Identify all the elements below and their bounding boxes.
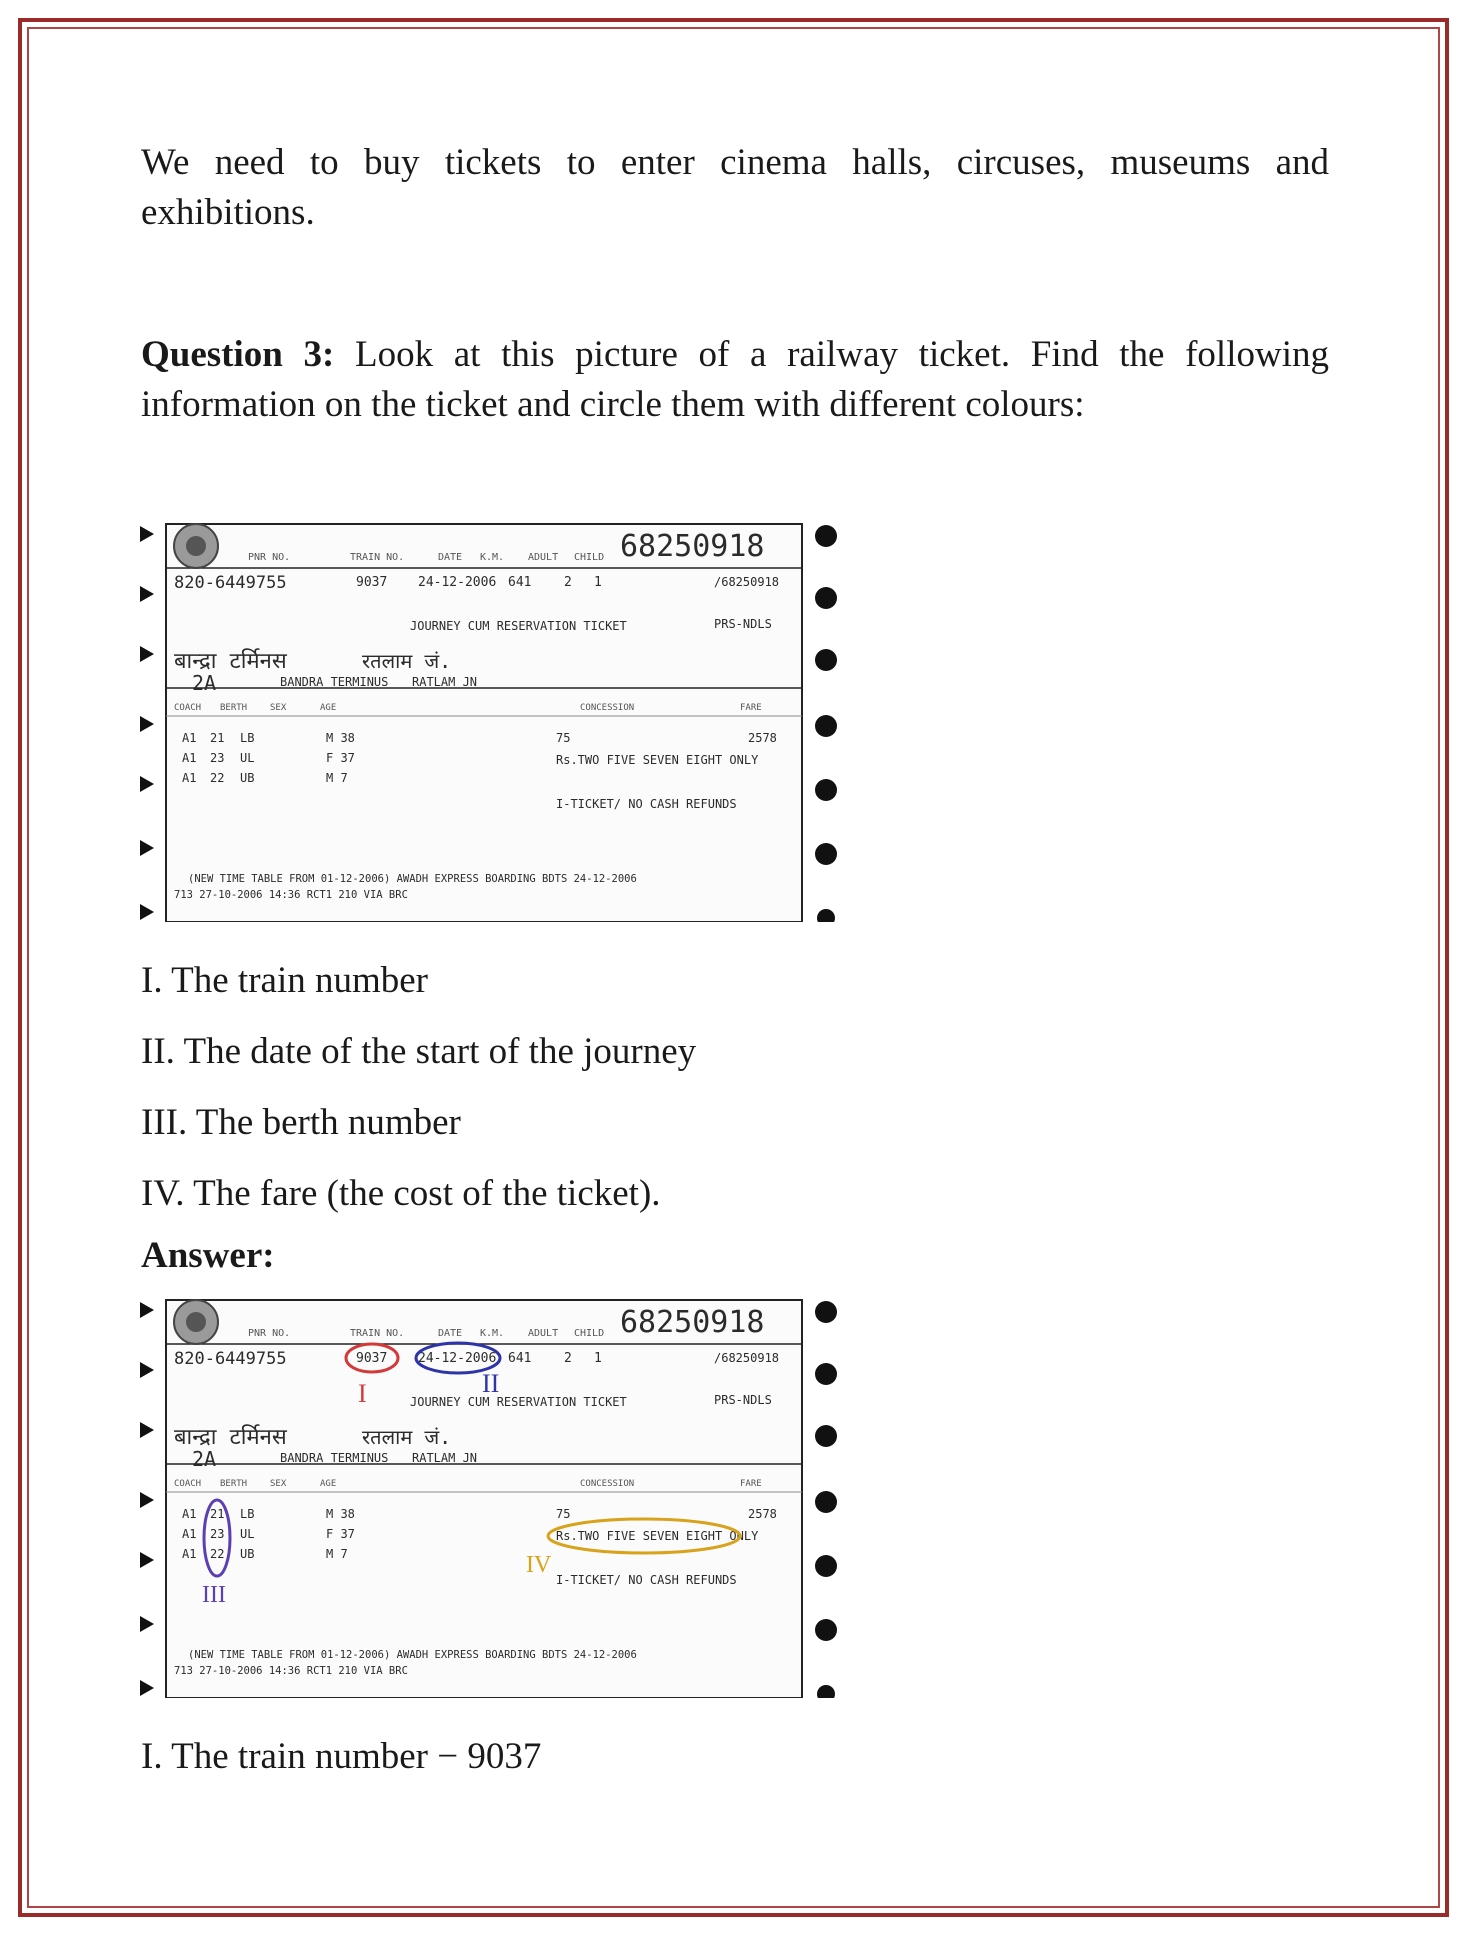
child-count: 1 bbox=[594, 575, 602, 590]
ticket-title: JOURNEY CUM RESERVATION TICKET bbox=[410, 1395, 627, 1409]
berth-type-3: UB bbox=[240, 771, 255, 785]
col-coach: COACH bbox=[174, 703, 202, 713]
col-age: AGE bbox=[320, 703, 337, 713]
passenger-3: M 7 bbox=[326, 1547, 348, 1561]
journey-date: 24-12-2006 bbox=[418, 1351, 497, 1366]
ticket-title: JOURNEY CUM RESERVATION TICKET bbox=[410, 619, 627, 633]
distance-km: 641 bbox=[508, 1351, 532, 1366]
label-child: CHILD bbox=[574, 1328, 605, 1339]
question-text: Look at this picture of a railway ticket. Find the following information on the ticket and circle them with different colours: bbox=[141, 334, 1329, 425]
berth-row-3: 22 bbox=[210, 771, 225, 785]
ticket-serial: 68250918 bbox=[620, 529, 765, 564]
train-number: 9037 bbox=[356, 1351, 388, 1366]
from-station-hindi: बान्द्रा टर्मिनस bbox=[174, 649, 287, 674]
answer-label: Answer: bbox=[141, 1235, 275, 1276]
counter-code: PRS-NDLS bbox=[714, 617, 772, 631]
passenger-2: F 37 bbox=[326, 1527, 355, 1541]
ticket-serial: 68250918 bbox=[620, 1305, 765, 1340]
col-fare: FARE bbox=[740, 703, 762, 713]
col-berth: BERTH bbox=[220, 1479, 248, 1489]
refund-note: I-TICKET/ NO CASH REFUNDS bbox=[556, 797, 737, 811]
question-label: Question 3: bbox=[141, 334, 335, 375]
ticket-image-question bbox=[130, 520, 850, 922]
coach-row-2: A1 bbox=[182, 751, 197, 765]
tractor-holes-right bbox=[815, 525, 837, 922]
label-train-no: TRAIN NO. bbox=[350, 1328, 405, 1339]
label-train-no: TRAIN NO. bbox=[350, 552, 405, 563]
passenger-1: M 38 bbox=[326, 1507, 355, 1521]
col-age: AGE bbox=[320, 1479, 337, 1489]
col-concession: CONCESSION bbox=[580, 703, 635, 713]
col-coach: COACH bbox=[174, 1479, 202, 1489]
coach-row-1: A1 bbox=[182, 1507, 197, 1521]
ticket-image-answer bbox=[130, 1296, 850, 1698]
item-fare: IV. The fare (the cost of the ticket). bbox=[141, 1173, 661, 1214]
intro-paragraph: We need to buy tickets to enter cinema halls, circuses, museums and exhibitions. bbox=[141, 142, 1329, 233]
footer-line-1: (NEW TIME TABLE FROM 01-12-2006) AWADH EXPRESS BOARDING BDTS 24-12-2006 bbox=[188, 1649, 637, 1661]
marker-III: III bbox=[202, 1582, 226, 1608]
from-station-hindi: बान्द्रा टर्मिनस bbox=[174, 1425, 287, 1450]
journey-date: 24-12-2006 bbox=[418, 575, 497, 590]
coach-row-3: A1 bbox=[182, 1547, 197, 1561]
berth-row-3: 22 bbox=[210, 1547, 225, 1561]
tractor-holes-left bbox=[140, 526, 154, 920]
label-date: DATE bbox=[438, 552, 463, 563]
berth-type-1: LB bbox=[240, 731, 255, 745]
fare-in-words: Rs.TWO FIVE SEVEN EIGHT ONLY bbox=[556, 753, 759, 767]
passenger-3: M 7 bbox=[326, 771, 348, 785]
footer-line-1: (NEW TIME TABLE FROM 01-12-2006) AWADH EXPRESS BOARDING BDTS 24-12-2006 bbox=[188, 873, 637, 885]
label-date: DATE bbox=[438, 1328, 463, 1339]
concession-value: 75 bbox=[556, 1507, 571, 1521]
pnr-number: 820-6449755 bbox=[174, 573, 287, 593]
to-station: RATLAM JN bbox=[412, 675, 478, 689]
berth-row-2: 23 bbox=[210, 1527, 225, 1541]
answer-line-train-number: I. The train number − 9037 bbox=[141, 1736, 542, 1777]
distance-km: 641 bbox=[508, 575, 532, 590]
to-station-hindi: रतलाम जं. bbox=[362, 1425, 452, 1449]
child-count: 1 bbox=[594, 1351, 602, 1366]
from-station: BANDRA TERMINUS bbox=[280, 1451, 389, 1465]
ticket-number: /68250918 bbox=[714, 575, 780, 589]
travel-class: 2A bbox=[192, 1447, 217, 1471]
coach-row-2: A1 bbox=[182, 1527, 197, 1541]
berth-type-2: UL bbox=[240, 1527, 255, 1541]
label-adult: ADULT bbox=[528, 552, 559, 563]
concession-value: 75 bbox=[556, 731, 571, 745]
to-station: RATLAM JN bbox=[412, 1451, 478, 1465]
berth-row-2: 23 bbox=[210, 751, 225, 765]
label-pnr: PNR NO. bbox=[248, 552, 291, 563]
berth-row-1: 21 bbox=[210, 731, 225, 745]
label-child: CHILD bbox=[574, 552, 605, 563]
pnr-number: 820-6449755 bbox=[174, 1349, 287, 1369]
coach-row-1: A1 bbox=[182, 731, 197, 745]
berth-row-1: 21 bbox=[210, 1507, 225, 1521]
marker-I: I bbox=[358, 1379, 367, 1408]
ticket-svg-answer bbox=[130, 1296, 850, 1698]
travel-class: 2A bbox=[192, 671, 217, 695]
col-sex: SEX bbox=[270, 1479, 287, 1489]
marker-II: II bbox=[482, 1369, 500, 1398]
label-km: K.M. bbox=[480, 1328, 505, 1339]
col-berth: BERTH bbox=[220, 703, 248, 713]
footer-line-2: 713 27-10-2006 14:36 RCT1 210 VIA BRC bbox=[174, 1665, 408, 1677]
adult-count: 2 bbox=[564, 575, 572, 590]
question-paragraph bbox=[141, 330, 1329, 430]
col-concession: CONCESSION bbox=[580, 1479, 635, 1489]
passenger-1: M 38 bbox=[326, 731, 355, 745]
ticket-svg bbox=[130, 520, 850, 922]
item-berth-number: III. The berth number bbox=[141, 1102, 461, 1143]
label-pnr: PNR NO. bbox=[248, 1328, 291, 1339]
tractor-holes-left bbox=[140, 1302, 154, 1696]
footer-line-2: 713 27-10-2006 14:36 RCT1 210 VIA BRC bbox=[174, 889, 408, 901]
fare-in-words: Rs.TWO FIVE SEVEN EIGHT ONLY bbox=[556, 1529, 759, 1543]
passenger-2: F 37 bbox=[326, 751, 355, 765]
adult-count: 2 bbox=[564, 1351, 572, 1366]
fare-value: 2578 bbox=[748, 731, 777, 745]
tractor-holes-right bbox=[815, 1301, 837, 1698]
col-fare: FARE bbox=[740, 1479, 762, 1489]
item-train-number: I. The train number bbox=[141, 960, 429, 1001]
label-km: K.M. bbox=[480, 552, 505, 563]
label-adult: ADULT bbox=[528, 1328, 559, 1339]
coach-row-3: A1 bbox=[182, 771, 197, 785]
ticket-number: /68250918 bbox=[714, 1351, 780, 1365]
berth-type-1: LB bbox=[240, 1507, 255, 1521]
berth-type-2: UL bbox=[240, 751, 255, 765]
to-station-hindi: रतलाम जं. bbox=[362, 649, 452, 673]
marker-IV: IV bbox=[526, 1552, 552, 1578]
refund-note: I-TICKET/ NO CASH REFUNDS bbox=[556, 1573, 737, 1587]
train-number: 9037 bbox=[356, 575, 388, 590]
from-station: BANDRA TERMINUS bbox=[280, 675, 389, 689]
berth-type-3: UB bbox=[240, 1547, 255, 1561]
item-journey-date: II. The date of the start of the journey bbox=[141, 1031, 697, 1072]
counter-code: PRS-NDLS bbox=[714, 1393, 772, 1407]
col-sex: SEX bbox=[270, 703, 287, 713]
fare-value: 2578 bbox=[748, 1507, 777, 1521]
